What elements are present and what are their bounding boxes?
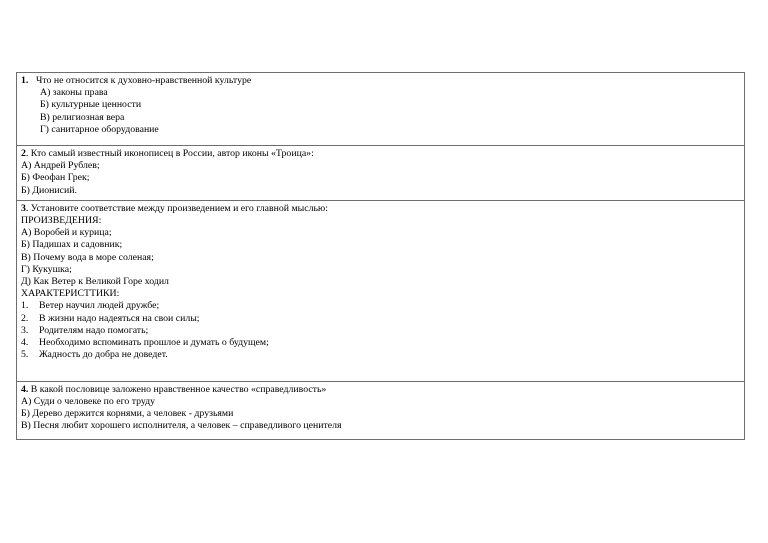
question-4-text: В какой пословице заложено нравственное качество «справедливость» [28, 383, 327, 395]
question-1-text: Что не относится к духовно-нравственной культуре [36, 75, 252, 86]
work-item: Г) Кукушка; [21, 263, 72, 275]
trait-number: 5. [21, 349, 29, 361]
trait-text: Родителям надо помогать; [39, 324, 149, 336]
question-cell-3 [17, 200, 745, 381]
question-4-option-c: В) Песня любит хорошего исполнителя, а человек – справедливого ценителя [21, 420, 342, 432]
work-item: В) Почему вода в море соленая; [21, 251, 154, 263]
work-item: Б) Падишах и садовник; [21, 239, 123, 251]
trait-text: Жадность до добра не доведет. [39, 349, 168, 361]
works-heading: ПРОИЗВЕДЕНИЯ: [21, 215, 102, 227]
question-2-number: 2 [21, 148, 26, 159]
work-item: Д) Как Ветер к Великой Горе ходил [21, 276, 169, 288]
question-2-option-a: А) Андрей Рублев; [21, 160, 100, 172]
trait-item [21, 325, 740, 337]
trait-text: Необходимо вспоминать прошлое и думать о будущем; [39, 337, 269, 349]
question-1-number: 1. [21, 75, 29, 86]
trait-number: 4. [21, 337, 29, 349]
question-row-4 [17, 381, 745, 439]
question-1-title [21, 75, 740, 87]
question-cell-2 [17, 146, 745, 201]
question-1-option-a: А) законы права [40, 87, 108, 99]
trait-item [21, 349, 740, 361]
question-2-option-c: Б) Дионисий. [21, 184, 77, 196]
trait-number: 2. [21, 312, 29, 324]
question-3-text: . Установите соответствие между произведением и его главной мыслью: [25, 202, 328, 214]
question-3-number: 3 [21, 202, 26, 214]
trait-text: В жизни надо надеяться на свои силы; [39, 312, 200, 324]
question-2-text: . Кто самый известный иконописец в России, автор иконы «Троица»: [25, 148, 314, 159]
question-row-1 [17, 73, 745, 146]
question-1-option-b: Б) культурные ценности [40, 99, 142, 111]
question-2-title [21, 148, 740, 160]
trait-item [21, 337, 740, 349]
question-4-number: 4. [21, 383, 29, 395]
trait-number: 1. [21, 300, 29, 312]
question-3-title [21, 203, 740, 215]
trait-item [21, 300, 740, 312]
question-2-option-b: Б) Феофан Грек; [21, 172, 90, 184]
question-1-option-d: Г) санитарное оборудование [40, 123, 159, 135]
question-1-option-c: В) религиозная вера [40, 111, 125, 123]
quiz-table [16, 72, 745, 440]
question-4-option-a: А) Суди о человеке по его труду [21, 396, 156, 408]
question-4-title [21, 384, 740, 396]
trait-item [21, 313, 740, 325]
trait-number: 3. [21, 324, 29, 336]
work-item: А) Воробей и курица; [21, 227, 112, 239]
question-row-2 [17, 146, 745, 201]
question-cell-1 [17, 73, 745, 146]
question-4-option-b: Б) Дерево держится корнями, а человек - друзьями [21, 408, 234, 420]
traits-heading: ХАРАКТЕРИСТТИКИ: [21, 288, 120, 300]
question-cell-4 [17, 381, 745, 439]
trait-text: Ветер научил людей дружбе; [39, 300, 160, 312]
question-row-3 [17, 200, 745, 381]
